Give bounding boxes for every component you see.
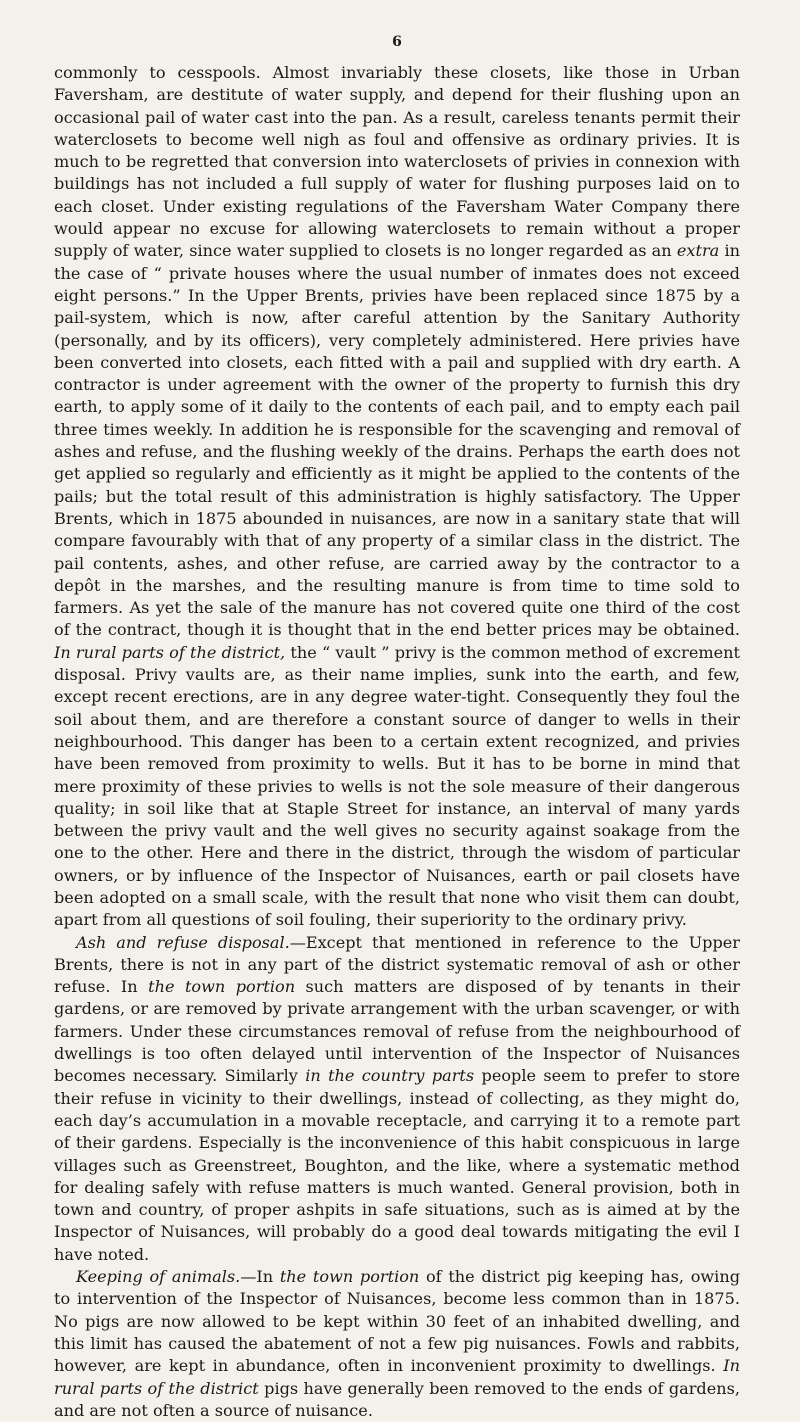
body-text <box>54 62 740 1422</box>
text-segment: —In <box>240 1267 280 1287</box>
paragraph <box>54 62 740 932</box>
text-segment: in the case of “ private houses where the usual number of inmates does not exceed eight persons.” In the Upper Brents, privies have been replaced since 1875 by a pail-system, which is now, after careful attention by the Sanitary Authority (personally, and by its officers), very completely administered. Here privies have been converted into closets, each fitted with a pail and supplied with dry earth. A contractor is under agreement with the owner of the property to furnish this dry earth, to apply some of it daily to the contents of each pail, and to empty each pail three times weekly. In addition he is responsible for the scavenging and removal of ashes and refuse, and the flushing weekly of the drains. Perhaps the earth does not get applied so regularly and efficiently as it might be applied to the contents of the pails; but the total result of this administration is highly satisfactory. The Upper Brents, which in 1875 abounded in nuisances, are now in a sanitary state that will compare favourably with that of any property of a similar class in the district. The pail contents, ashes, and other refuse, are carried away by the contractor to a depôt in the marshes, and the resulting manure is from time to time sold to farmers. As yet the sale of the manure has not covered quite one third of the cost of the contract, though it is thought that in the end better prices may be obtained. <box>54 241 740 640</box>
text-segment: commonly to cesspools. Almost invariably these closets, like those in Urban Faversham, are destitute of water supply, and depend for their flushing upon an occasional pail of water cast into the pan. As a result, careless tenants permit their waterclosets to become well nigh as foul and offensive as ordinary privies. It is much to be regretted that conversion into waterclosets of privies in connexion with buildings has not included a full supply of water for flushing purposes laid on to each closet. Under existing regulations of the Faversham Water Company there would appear no excuse for allowing waterclosets to remain without a proper supply of water, since water supplied to closets is no longer regarded as an <box>54 63 740 261</box>
text-segment: such matters are disposed of by tenants in their gardens, or are removed by private arrangement with the urban scavenger, or with farmers. Under these circumstances removal of refuse from the neighbourhood of dwellings is too often delayed until intervention of the Inspector of Nuisances becomes necessary. Similarly <box>54 977 740 1086</box>
text-segment: pigs have generally been removed to the ends of gardens, and are not often a source of nuisance. <box>54 1378 740 1420</box>
italic-text-segment: in the country parts <box>305 1066 475 1086</box>
italic-text-segment: the town portion <box>279 1267 420 1287</box>
page-number: 6 <box>392 34 402 50</box>
italic-text-segment: In rural parts of the district, <box>54 642 286 662</box>
paragraph <box>54 932 740 1266</box>
italic-text-segment: Ash and refuse disposal. <box>76 932 290 952</box>
italic-text-segment: the town portion <box>148 977 296 997</box>
text-segment: people seem to prefer to store their refuse in vicinity to their dwellings, instead of collecting, as they might do, each day’s accumulation in a movable receptacle, and carrying it to a remote part of their gardens. Especially is the inconvenience of this habit conspicuous in large villages such as Greenstreet, Boughton, and the like, where a systematic method for dealing safely with refuse matters is much wanted. General provision, both in town and country, of proper ashpits in safe situations, such as is aimed at by the Inspector of Nuisances, will probably do a good deal towards mitigating the evil I have noted. <box>54 1066 740 1264</box>
italic-text-segment: In rural parts of the district <box>54 1356 740 1398</box>
text-segment: of the district pig keeping has, owing to intervention of the Inspector of Nuisances, become less common than in 1875. No pigs are now allowed to be kept within 30 feet of an inhabited dwelling, and this limit has caused the abatement of not a few pig nuisances. Fowls and rabbits, however, are kept in abundance, often in inconvenient proximity to dwellings. <box>54 1267 740 1376</box>
italic-text-segment: Keeping of animals. <box>76 1267 241 1287</box>
text-segment: —Except that mentioned in reference to the Upper Brents, there is not in any part of the district systematic removal of ash or other refuse. In <box>54 932 741 997</box>
text-segment: the “ vault ” privy is the common method of excrement disposal. Privy vaults are, as their name implies, sunk into the earth, and few, except recent erections, are in any degree water-tight. Consequently they foul the soil about them, and are therefore a constant source of danger to wells in their neighbourhood. This danger has been to a certain extent recognized, and privies have been removed from proximity to wells. But it has to be borne in mind that mere proximity of these privies to wells is not the sole measure of their dangerous quality; in soil like that at Staple Street for instance, an interval of many yards between the privy vault and the well gives no security against soakage from the one to the other. Here and there in the district, through the wisdom of particular owners, or by influence of the Inspector of Nuisances, earth or pail closets have been adopted on a small scale, with the result that none who visit them can doubt, apart from all questions of soil fouling, their superiority to the ordinary privy. <box>54 642 740 930</box>
italic-text-segment: extra <box>676 241 720 261</box>
paragraph <box>54 1266 740 1422</box>
